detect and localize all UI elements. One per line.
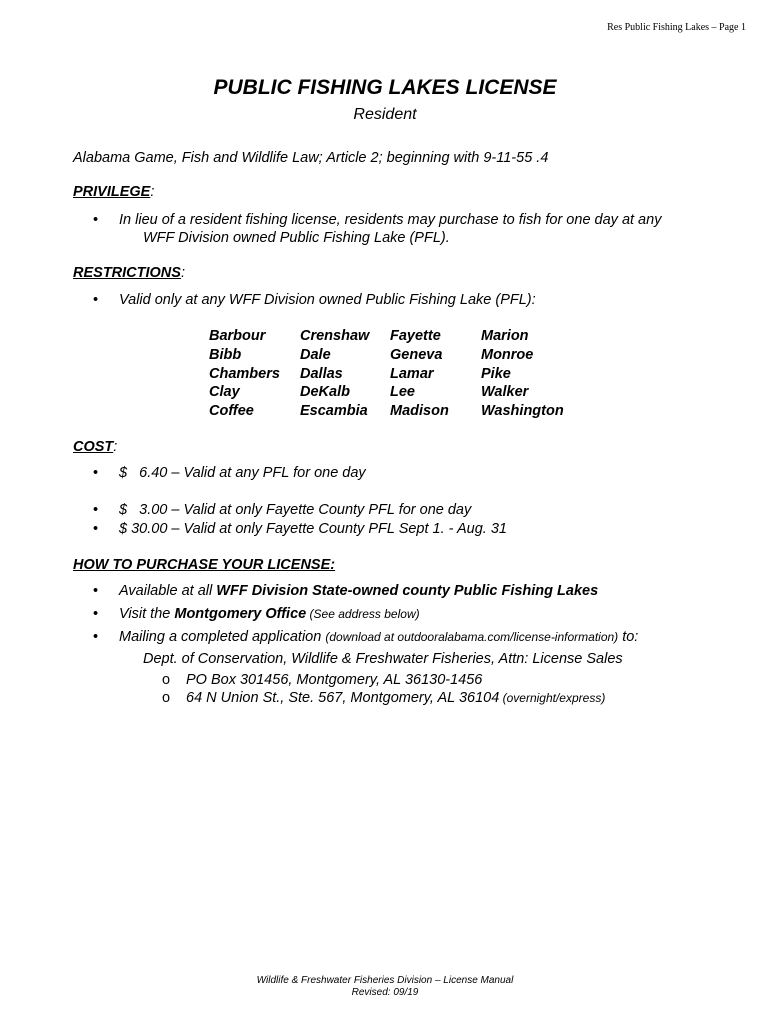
- county-name: Marion: [481, 328, 529, 344]
- county-name: Washington: [481, 403, 564, 420]
- county-name: Madison: [390, 403, 449, 420]
- cost-item: • $ 3.00 – Valid at only Fayette County PFL for one day: [119, 502, 471, 518]
- county-column-2: [300, 327, 369, 421]
- cost-heading: COST:: [73, 439, 118, 455]
- page-footer: [0, 975, 770, 999]
- footer-line-1: Wildlife & Freshwater Fisheries Division – License Manual: [256, 975, 514, 986]
- county-name: Barbour: [209, 328, 266, 344]
- circle-bullet-icon: o: [162, 690, 171, 706]
- county-name: Bibb: [209, 346, 242, 363]
- purchase-item-pfl: • Available at all WFF Division State-owned county Public Fishing Lakes: [119, 583, 598, 599]
- restrictions-bullet: • Valid only at any WFF Division owned Public Fishing Lake (PFL):: [119, 292, 536, 308]
- cost-item: • $ 6.40 – Valid at any PFL for one day: [119, 465, 366, 481]
- cost-item: • $ 30.00 – Valid at only Fayette County PFL Sept 1. - Aug. 31: [119, 521, 507, 537]
- circle-bullet-icon: o: [162, 672, 171, 688]
- law-reference: Alabama Game, Fish and Wildlife Law; Article 2; beginning with 9-11-55 .4: [73, 150, 549, 166]
- mailing-address-po-box: o PO Box 301456, Montgomery, AL 36130-1456: [162, 672, 483, 688]
- county-column-1: [209, 327, 280, 421]
- county-name: DeKalb: [300, 384, 350, 401]
- purchase-item-office: • Visit the Montgomery Office (See address below): [119, 606, 420, 622]
- county-name: Escambia: [300, 403, 368, 420]
- page-subtitle: Resident: [353, 106, 417, 123]
- privilege-bullet-cont: WFF Division owned Public Fishing Lake (PFL).: [143, 230, 450, 246]
- county-name: Pike: [481, 365, 511, 382]
- county-column-4: [481, 327, 564, 421]
- page-header: Res Public Fishing Lakes – Page 1: [607, 22, 746, 33]
- county-name: Dale: [300, 346, 331, 363]
- county-name: Geneva: [390, 346, 443, 363]
- county-name: Walker: [481, 384, 529, 401]
- purchase-heading: HOW TO PURCHASE YOUR LICENSE:: [73, 557, 336, 573]
- purchase-item-mail: • Mailing a completed application (download at outdooralabama.com/license-information) to:: [119, 629, 638, 645]
- footer-line-2: Revised: 09/19: [351, 987, 419, 998]
- county-name: Dallas: [300, 365, 343, 382]
- page-title: PUBLIC FISHING LAKES LICENSE: [213, 76, 557, 99]
- privilege-bullet: • In lieu of a resident fishing license, residents may purchase to fish for one day at any: [119, 212, 661, 228]
- county-column-3: [390, 327, 449, 421]
- county-name: Chambers: [209, 365, 280, 382]
- county-name: Crenshaw: [300, 328, 370, 344]
- county-name: Clay: [209, 384, 240, 401]
- county-name: Coffee: [209, 403, 254, 420]
- county-name: Fayette: [390, 328, 441, 344]
- county-name: Lee: [390, 384, 415, 401]
- mailing-department: Dept. of Conservation, Wildlife & Freshwater Fisheries, Attn: License Sales: [143, 651, 623, 667]
- restrictions-heading: RESTRICTIONS:: [73, 265, 185, 281]
- county-name: Lamar: [390, 365, 434, 382]
- mailing-address-street: o 64 N Union St., Ste. 567, Montgomery, AL 36104 (overnight/express): [162, 690, 606, 706]
- county-name: Monroe: [481, 346, 534, 363]
- privilege-heading: PRIVILEGE:: [73, 184, 155, 200]
